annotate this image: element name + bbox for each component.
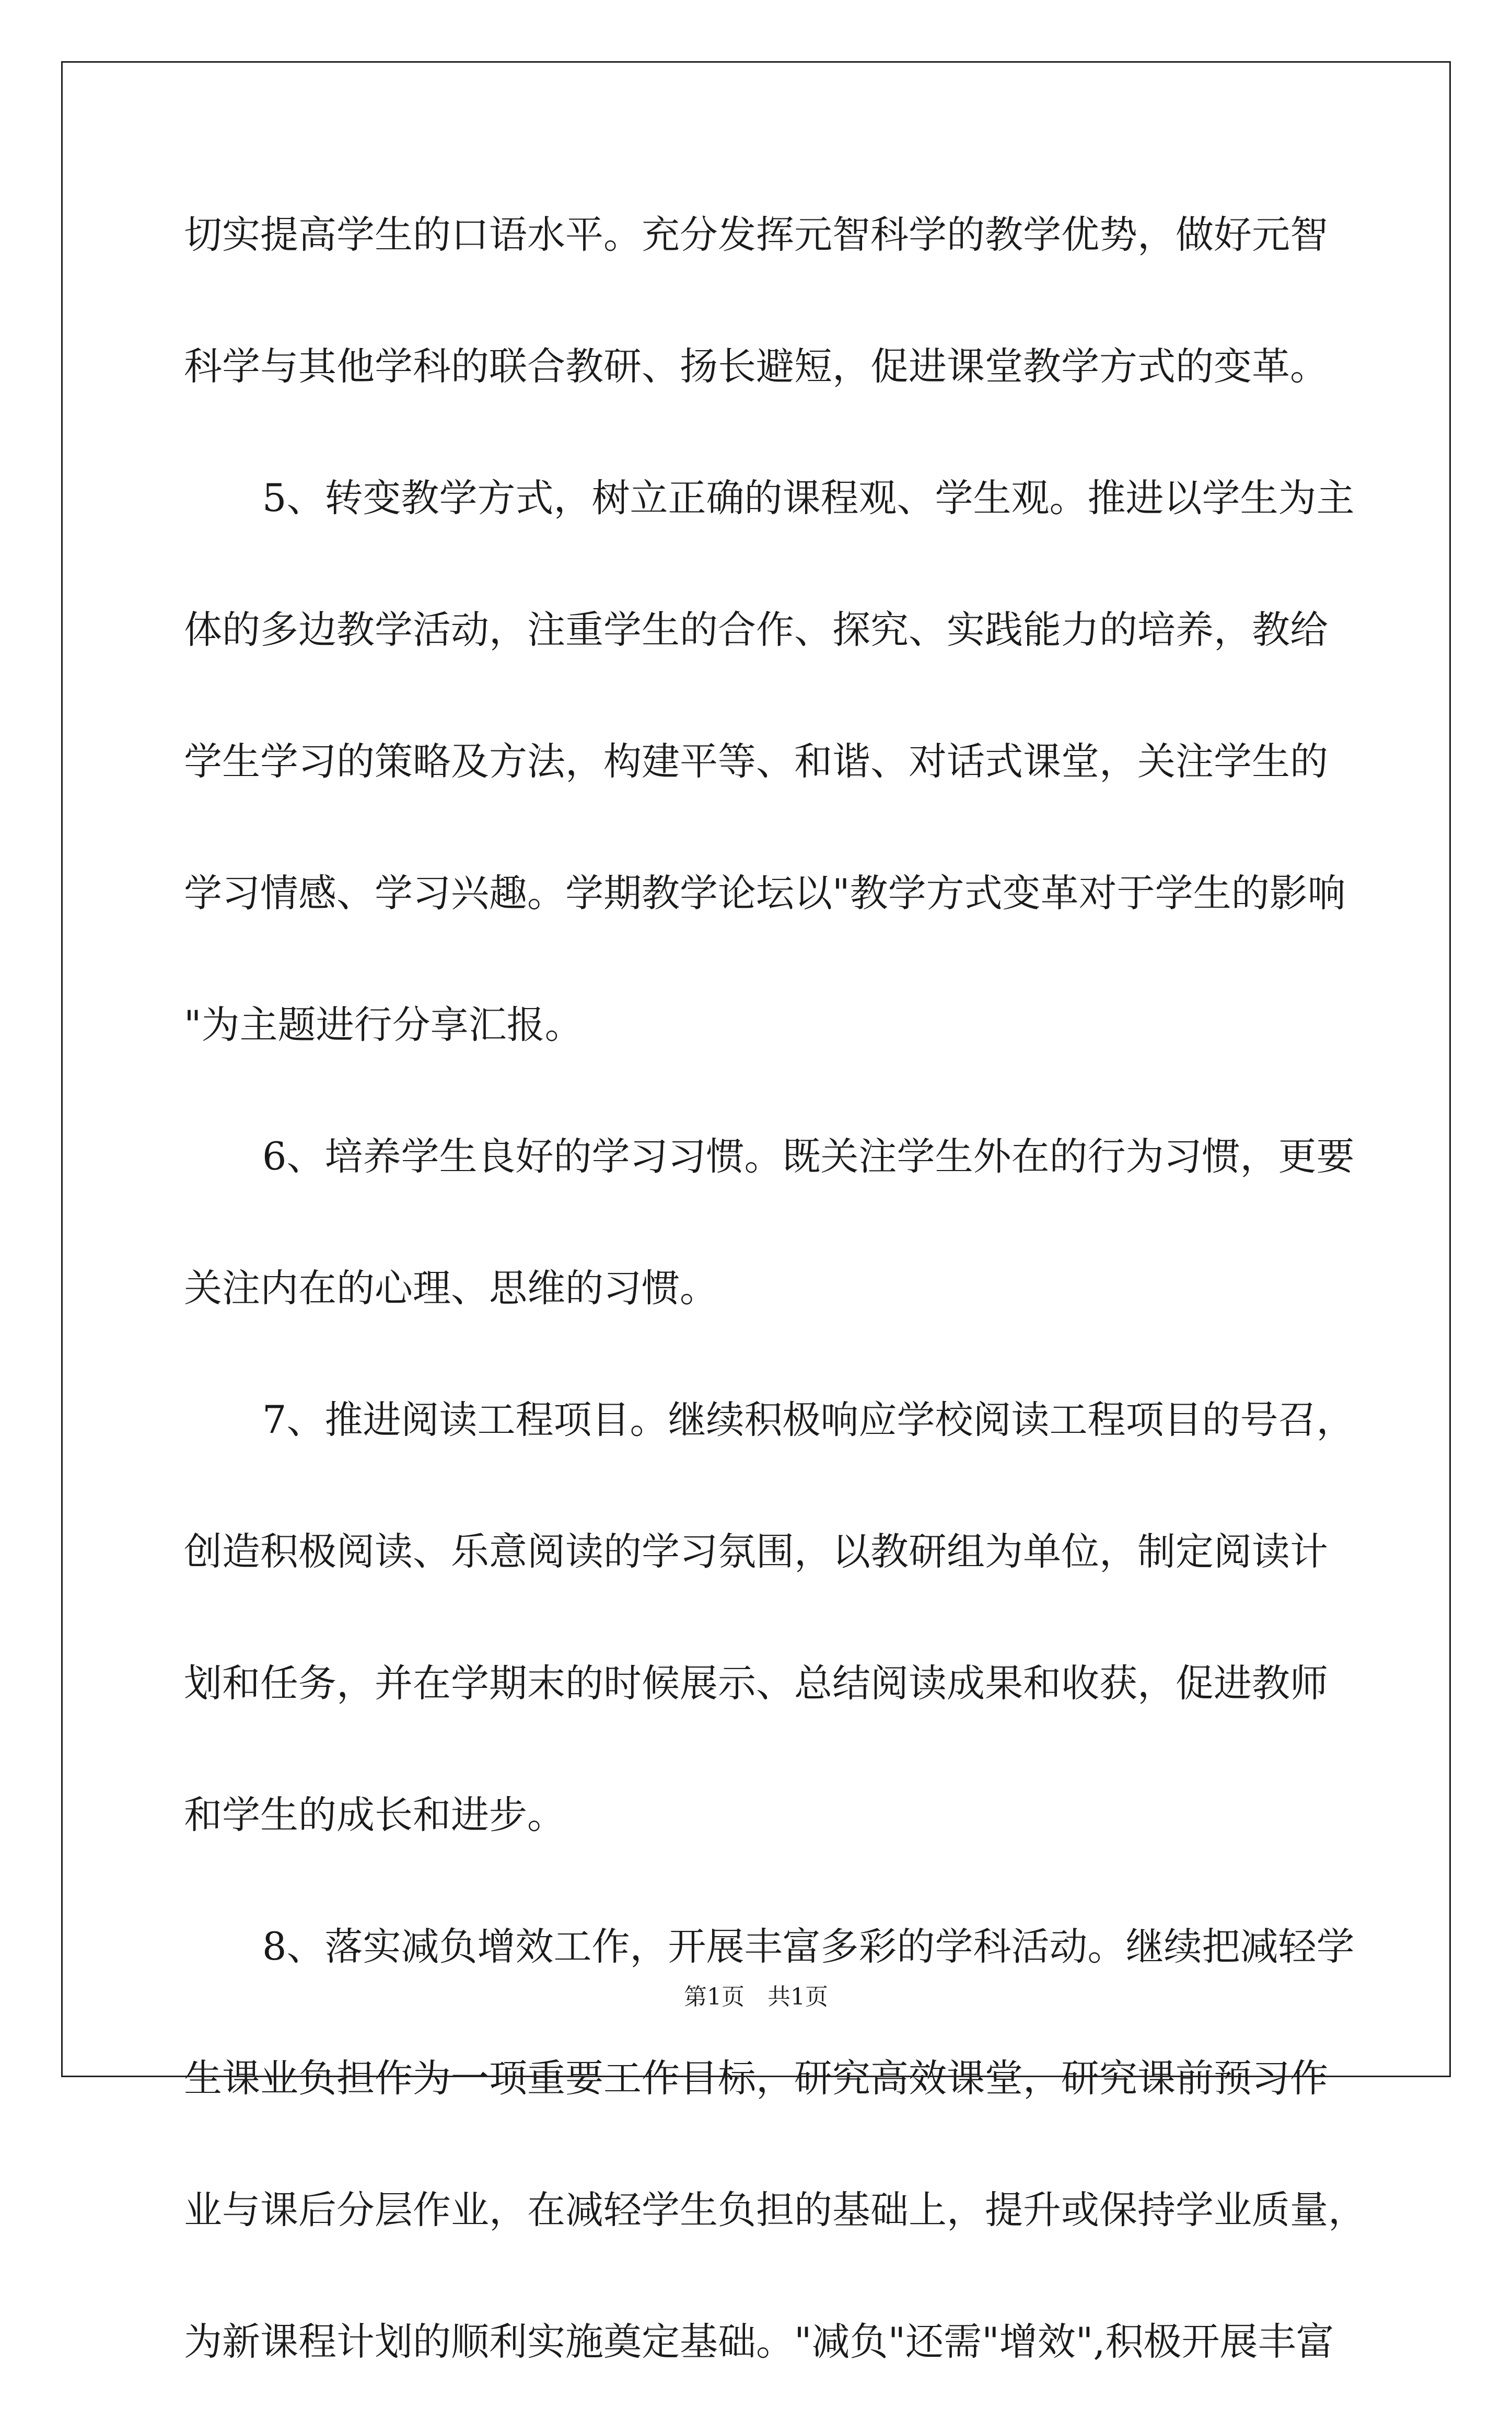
text-line-content: 6、培养学生良好的学习习惯。既关注学生外在的行为习惯，更要 (262, 1134, 1355, 1179)
text-line (184, 1642, 1328, 1774)
text-line (184, 2037, 1328, 2169)
text-line (184, 1115, 1355, 1247)
text-line (184, 1905, 1355, 2037)
text-line-content: 和学生的成长和进步。 (184, 1793, 565, 1837)
text-line (184, 2300, 1334, 2432)
text-line-content: 学生学习的策略及方法，构建平等、和谐、对话式课堂，关注学生的 (184, 739, 1328, 784)
text-line (184, 720, 1328, 852)
text-line (184, 852, 1346, 983)
text-line-content: 业与课后分层作业，在减轻学生负担的基础上，提升或保持学业质量， (184, 2188, 1366, 2232)
text-line-content: 创造积极阅读、乐意阅读的学习氛围，以教研组为单位，制定阅读计 (184, 1530, 1328, 1574)
text-line-content: 7、推进阅读工程项目。继续积极响应学校阅读工程项目的号召， (262, 1398, 1355, 1442)
text-line (184, 1510, 1328, 1642)
text-line (184, 1247, 1328, 1379)
text-line-content: 生课业负担作为一项重要工作目标，研究高效课堂，研究课前预习作 (184, 2056, 1328, 2101)
text-line (184, 983, 1328, 1115)
document-body (184, 193, 1366, 2432)
text-line (184, 193, 1328, 325)
text-line-content: 切实提高学生的口语水平。充分发挥元智科学的教学优势，做好元智 (184, 213, 1328, 257)
text-line (184, 325, 1328, 457)
text-line-content: 划和任务，并在学期末的时候展示、总结阅读成果和收获，促进教师 (184, 1661, 1328, 1706)
text-line-content: "为主题进行分享汇报。 (184, 1003, 583, 1047)
text-line-content: 科学与其他学科的联合教研、扬长避短，促进课堂教学方式的变革。 (184, 344, 1328, 389)
text-line-content: 体的多边教学活动，注重学生的合作、探究、实践能力的培养，教给 (184, 608, 1328, 652)
text-line (184, 588, 1328, 720)
text-line (184, 1379, 1355, 1510)
text-line-content: 关注内在的心理、思维的习惯。 (184, 1266, 718, 1311)
text-line-content: 8、落实减负增效工作，开展丰富多彩的学科活动。继续把减轻学 (262, 1925, 1355, 1969)
text-line (184, 1774, 1328, 1905)
page-number-footer: 第1页 共1页 (684, 1984, 828, 2010)
text-line (184, 2169, 1366, 2300)
text-line-content: 学习情感、学习兴趣。学期教学论坛以"教学方式变革对于学生的影响 (184, 871, 1346, 916)
text-line-content: 为新课程计划的顺利实施奠定基础。"减负"还需"增效",积极开展丰富 (184, 2320, 1334, 2364)
text-line (184, 457, 1355, 588)
text-line-content: 5、转变教学方式，树立正确的课程观、学生观。推进以学生为主 (262, 476, 1355, 520)
